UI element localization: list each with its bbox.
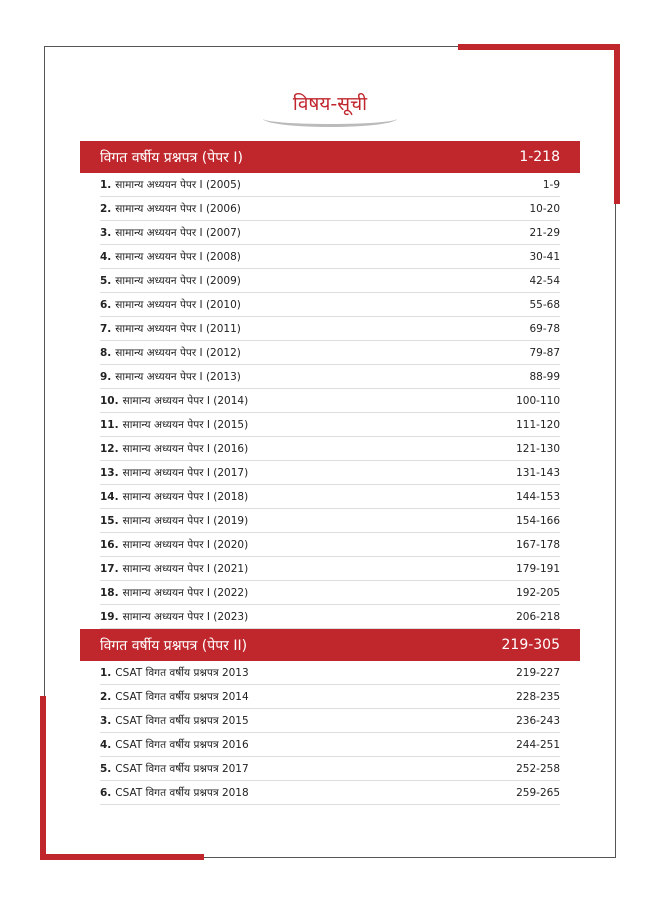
toc-row	[100, 269, 560, 293]
toc-entry-number: 11.	[100, 418, 119, 431]
toc-entry	[100, 466, 248, 480]
toc-row	[100, 661, 560, 685]
toc-entry-pages: 219-227	[516, 666, 560, 679]
toc-entry-label: सामान्य अध्ययन पेपर I (2013)	[115, 370, 241, 383]
toc-entry-label: सामान्य अध्ययन पेपर I (2009)	[115, 274, 241, 287]
toc-row	[100, 533, 560, 557]
toc-entry-label: सामान्य अध्ययन पेपर I (2019)	[122, 514, 249, 527]
toc-row	[100, 781, 560, 805]
toc-entry-label: सामान्य अध्ययन पेपर I (2014)	[122, 394, 249, 407]
toc-entry-number: 9.	[100, 370, 112, 383]
toc-row	[100, 437, 560, 461]
toc-entry-number: 17.	[100, 562, 119, 575]
toc-entry-number: 14.	[100, 490, 119, 503]
toc-entry	[100, 610, 248, 624]
toc-row	[100, 605, 560, 629]
toc-entry-number: 6.	[100, 786, 112, 799]
toc-entry	[100, 490, 248, 504]
page-title: विषय-सूची	[263, 86, 397, 127]
toc-entry-number: 4.	[100, 250, 112, 263]
toc-entry-pages: 154-166	[516, 514, 560, 527]
toc-entry-pages: 121-130	[516, 442, 560, 455]
toc-entry	[100, 322, 241, 336]
toc-entry-label: सामान्य अध्ययन पेपर I (2007)	[115, 226, 241, 239]
toc-entry	[100, 442, 248, 456]
toc-entry	[100, 202, 241, 216]
toc-row	[100, 245, 560, 269]
toc-entry-number: 15.	[100, 514, 119, 527]
corner-accent-bottom-left-vertical	[40, 696, 46, 860]
toc-entry	[100, 250, 241, 264]
toc-entry	[100, 514, 248, 528]
toc-entry-number: 3.	[100, 714, 112, 727]
toc-entry-number: 1.	[100, 178, 112, 191]
toc-entry-number: 13.	[100, 466, 119, 479]
toc-entry-number: 5.	[100, 274, 112, 287]
toc-row	[100, 461, 560, 485]
toc-entry-number: 3.	[100, 226, 112, 239]
toc-entry-label: CSAT विगत वर्षीय प्रश्नपत्र 2018	[115, 786, 249, 799]
toc-row	[100, 221, 560, 245]
toc-row	[100, 389, 560, 413]
corner-accent-top-right	[458, 44, 620, 50]
section-page-range: 1-218	[519, 149, 560, 165]
toc-entry-number: 19.	[100, 610, 119, 623]
toc-entry	[100, 226, 241, 240]
toc-entry	[100, 786, 249, 800]
toc-entry-label: CSAT विगत वर्षीय प्रश्नपत्र 2017	[115, 762, 249, 775]
toc-entry-pages: 144-153	[516, 490, 560, 503]
section-heading: विगत वर्षीय प्रश्नपत्र (पेपर II)	[100, 637, 248, 654]
toc-entry-pages: 111-120	[516, 418, 560, 431]
toc-row	[100, 197, 560, 221]
toc-entry	[100, 394, 248, 408]
toc-entry-number: 16.	[100, 538, 119, 551]
toc-entry-label: सामान्य अध्ययन पेपर I (2005)	[115, 178, 241, 191]
toc-entry-label: सामान्य अध्ययन पेपर I (2020)	[122, 538, 249, 551]
toc-row	[100, 733, 560, 757]
toc-row	[100, 509, 560, 533]
toc-entry	[100, 714, 249, 728]
toc-entry-number: 7.	[100, 322, 112, 335]
toc-entry	[100, 370, 241, 384]
toc-row	[100, 485, 560, 509]
toc-entry	[100, 586, 248, 600]
toc-entry-pages: 10-20	[529, 202, 560, 215]
toc-entry-number: 6.	[100, 298, 112, 311]
toc-entry-pages: 55-68	[529, 298, 560, 311]
toc-entry-pages: 252-258	[516, 762, 560, 775]
toc-row	[100, 293, 560, 317]
toc-entry-label: सामान्य अध्ययन पेपर I (2010)	[115, 298, 241, 311]
toc-entry-pages: 228-235	[516, 690, 560, 703]
toc-entry	[100, 666, 249, 680]
toc-entry-pages: 30-41	[529, 250, 560, 263]
toc-row	[100, 709, 560, 733]
toc-entry-pages: 1-9	[542, 178, 560, 191]
toc-entry-number: 10.	[100, 394, 119, 407]
toc-entry-label: सामान्य अध्ययन पेपर I (2021)	[122, 562, 249, 575]
toc-entry-number: 12.	[100, 442, 119, 455]
toc-entry-label: सामान्य अध्ययन पेपर I (2017)	[122, 466, 249, 479]
toc-entry-label: सामान्य अध्ययन पेपर I (2006)	[115, 202, 241, 215]
toc-entry-pages: 244-251	[516, 738, 560, 751]
corner-accent-bottom-left	[40, 854, 204, 860]
toc-row	[100, 581, 560, 605]
toc-entry-label: सामान्य अध्ययन पेपर I (2011)	[115, 322, 241, 335]
toc-entry-number: 2.	[100, 690, 112, 703]
toc-entry-number: 5.	[100, 762, 112, 775]
toc-entry	[100, 690, 249, 704]
section-header-paper-1	[80, 141, 580, 173]
toc-entry-number: 4.	[100, 738, 112, 751]
toc-entry-pages: 259-265	[516, 786, 560, 799]
toc-entry-label: सामान्य अध्ययन पेपर I (2018)	[122, 490, 249, 503]
toc-row	[100, 557, 560, 581]
toc-entry	[100, 738, 249, 752]
toc-entry-pages: 88-99	[529, 370, 560, 383]
toc-entry-pages: 179-191	[516, 562, 560, 575]
toc-entry	[100, 418, 248, 432]
toc-entry	[100, 538, 248, 552]
section-heading: विगत वर्षीय प्रश्नपत्र (पेपर I)	[100, 149, 243, 166]
toc-entry-pages: 79-87	[529, 346, 560, 359]
toc-row	[100, 365, 560, 389]
toc-list-paper-1	[100, 173, 560, 629]
toc-entry-label: सामान्य अध्ययन पेपर I (2023)	[122, 610, 249, 623]
toc-entry-pages: 21-29	[529, 226, 560, 239]
toc-entry-label: CSAT विगत वर्षीय प्रश्नपत्र 2015	[115, 714, 249, 727]
toc-row	[100, 173, 560, 197]
toc-entry-pages: 192-205	[516, 586, 560, 599]
toc-row	[100, 341, 560, 365]
toc-entry	[100, 274, 241, 288]
toc-entry-label: CSAT विगत वर्षीय प्रश्नपत्र 2013	[115, 666, 249, 679]
toc-entry-pages: 206-218	[516, 610, 560, 623]
toc-entry-label: सामान्य अध्ययन पेपर I (2008)	[115, 250, 241, 263]
toc-entry	[100, 346, 241, 360]
toc-row	[100, 757, 560, 781]
toc-entry-number: 1.	[100, 666, 112, 679]
toc-entry-number: 18.	[100, 586, 119, 599]
toc-row	[100, 685, 560, 709]
toc-entry-label: सामान्य अध्ययन पेपर I (2015)	[122, 418, 249, 431]
toc-entry-pages: 100-110	[516, 394, 560, 407]
title-wrap	[0, 86, 660, 127]
toc-entry	[100, 298, 241, 312]
toc-entry	[100, 562, 248, 576]
toc-entry-pages: 131-143	[516, 466, 560, 479]
toc-entry	[100, 178, 241, 192]
toc-entry-number: 2.	[100, 202, 112, 215]
section-page-range: 219-305	[501, 637, 560, 653]
toc-entry-pages: 69-78	[529, 322, 560, 335]
toc-list-paper-2	[100, 661, 560, 805]
toc-entry-number: 8.	[100, 346, 112, 359]
toc-entry-label: सामान्य अध्ययन पेपर I (2022)	[122, 586, 249, 599]
toc-entry-label: सामान्य अध्ययन पेपर I (2012)	[115, 346, 241, 359]
toc-entry	[100, 762, 249, 776]
toc-entry-pages: 236-243	[516, 714, 560, 727]
toc-row	[100, 317, 560, 341]
toc-entry-pages: 42-54	[529, 274, 560, 287]
toc-entry-pages: 167-178	[516, 538, 560, 551]
toc-entry-label: CSAT विगत वर्षीय प्रश्नपत्र 2014	[115, 690, 249, 703]
toc-row	[100, 413, 560, 437]
toc-entry-label: CSAT विगत वर्षीय प्रश्नपत्र 2016	[115, 738, 249, 751]
section-header-paper-2	[80, 629, 580, 661]
toc-entry-label: सामान्य अध्ययन पेपर I (2016)	[122, 442, 249, 455]
